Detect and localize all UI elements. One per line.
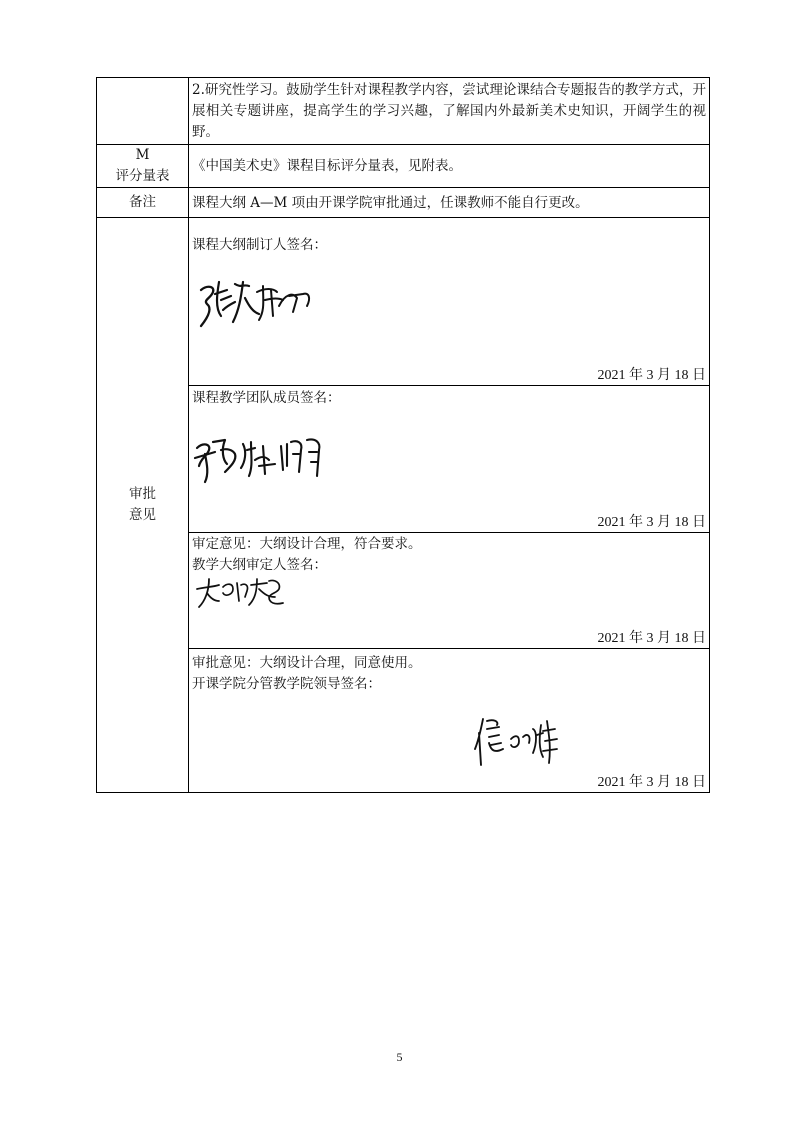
approval-label bbox=[97, 218, 189, 793]
approval-row-leader bbox=[97, 649, 710, 793]
teaching-method-cell bbox=[189, 78, 710, 145]
remark-row bbox=[97, 188, 710, 218]
approval-label-line1: 审批 bbox=[129, 486, 156, 502]
scale-label bbox=[97, 145, 189, 188]
reviewer-block bbox=[189, 533, 709, 648]
reviewer-signature-label: 教学大纲审定人签名： bbox=[192, 557, 327, 573]
drafter-handwritten-signature bbox=[193, 276, 319, 332]
scale-cell bbox=[189, 145, 710, 188]
drafter-signature-label: 课程大纲制订人签名： bbox=[192, 237, 327, 253]
review-opinion: 审定意见：大纲设计合理，符合要求。 bbox=[192, 536, 422, 552]
drafter-date: 2021 年 3 月 18 日 bbox=[597, 368, 706, 383]
approval-row-reviewer bbox=[97, 533, 710, 649]
leader-signature-cell bbox=[189, 649, 710, 793]
scale-label-text: 评分量表 bbox=[115, 168, 170, 184]
empty-label-cell bbox=[97, 78, 189, 145]
drafter-signature-cell bbox=[189, 218, 710, 386]
leader-block bbox=[189, 649, 709, 792]
approval-opinion: 审批意见：大纲设计合理，同意使用。 bbox=[192, 655, 422, 671]
team-block bbox=[189, 386, 709, 532]
scale-row bbox=[97, 145, 710, 188]
remark-label: 备注 bbox=[97, 188, 189, 218]
syllabus-approval-table bbox=[96, 77, 710, 793]
team-signature-label: 课程教学团队成员签名： bbox=[192, 390, 341, 406]
approval-label-line2: 意见 bbox=[129, 507, 156, 523]
approval-row-team bbox=[97, 386, 710, 533]
scale-label-letter: M bbox=[135, 147, 150, 163]
reviewer-signature-cell bbox=[189, 533, 710, 649]
leader-signature-label: 开课学院分管教学院领导签名： bbox=[192, 676, 381, 692]
remark-cell bbox=[189, 188, 710, 218]
teaching-method-text: 2.研究性学习。鼓励学生针对课程教学内容，尝试理论课结合专题报告的教学方式，开展相关专题讲座，提高学生的学习兴趣，了解国内外最新美术史知识，开阔学生的视野。 bbox=[192, 82, 706, 140]
team-handwritten-signature bbox=[191, 432, 327, 486]
page-number: 5 bbox=[396, 1050, 403, 1064]
remark-text: 课程大纲 A—M 项由开课学院审批通过，任课教师不能自行更改。 bbox=[192, 194, 589, 211]
reviewer-date: 2021 年 3 月 18 日 bbox=[597, 631, 706, 646]
approval-row-drafter bbox=[97, 218, 710, 386]
scale-text: 《中国美术史》课程目标评分量表，见附表。 bbox=[192, 158, 462, 174]
leader-date: 2021 年 3 月 18 日 bbox=[597, 775, 706, 790]
drafter-block bbox=[189, 218, 709, 385]
team-signature-cell bbox=[189, 386, 710, 533]
reviewer-handwritten-signature bbox=[195, 575, 287, 611]
team-date: 2021 年 3 月 18 日 bbox=[597, 515, 706, 530]
leader-handwritten-signature bbox=[473, 713, 559, 769]
teaching-method-row bbox=[97, 78, 710, 145]
